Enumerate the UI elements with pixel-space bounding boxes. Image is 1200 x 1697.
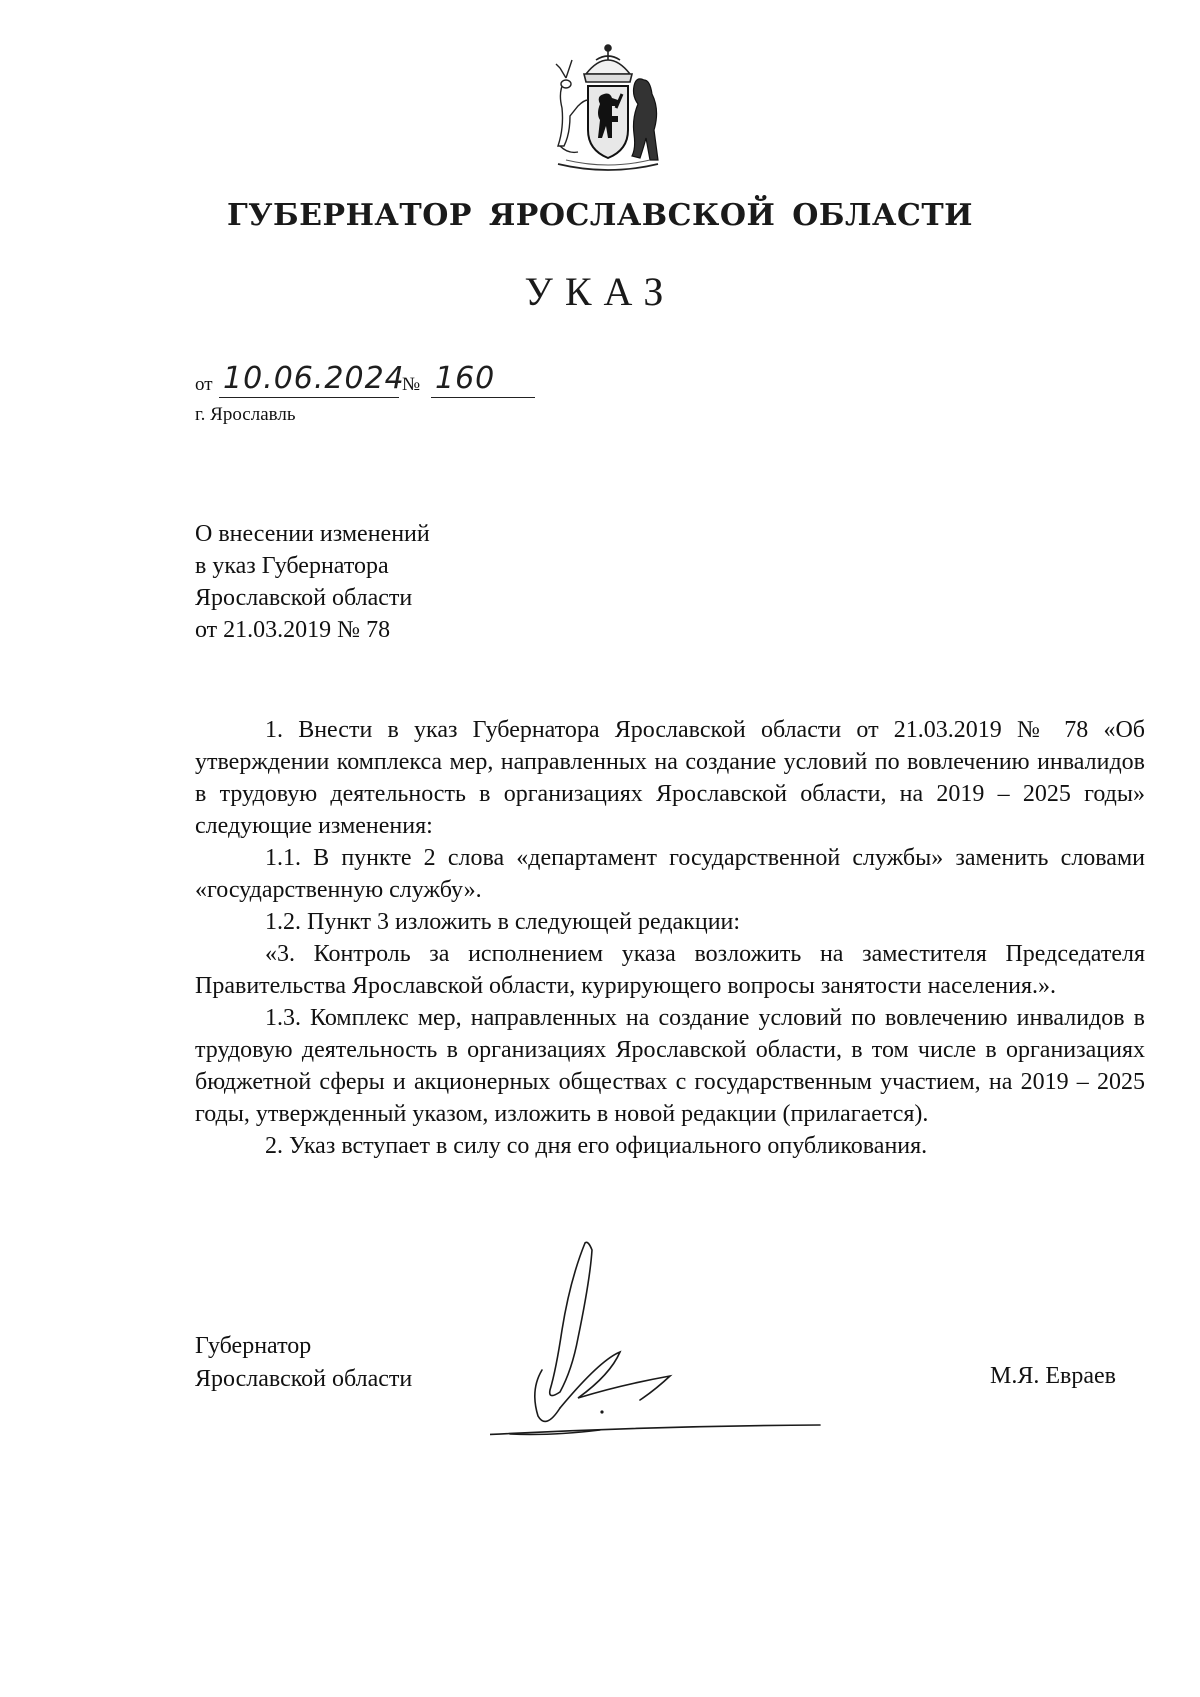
document-subject [195,518,595,646]
document-type-title: УКАЗ [524,269,676,314]
number-prefix: № [402,374,421,395]
subject-line: Ярославской области [195,585,413,611]
paragraph-quote-3: «3. Контроль за исполнением указа возложить на заместителя Председателя Правительства Ярославской области, курирующего вопросы занятости населения.». [195,941,1145,999]
paragraph-1: 1. Внести в указ Губернатора Ярославской области от 21.03.2019 № 78 «Об утверждении комплекса мер, направленных на создание условий по вовлечению инвалидов в трудовую деятельность в организациях Ярославской области, на 2019 – 2025 годы» следующие изменения: [195,717,1145,839]
subject-line: от 21.03.2019 № 78 [195,617,391,643]
paragraph-1-3: 1.3. Комплекс мер, направленных на создание условий по вовлечению инвалидов в трудовую деятельность в организациях Ярославской области, в том числе в организациях бюджетной сферы и акционерных обществах с государственным участием, на 2019 – 2025 годы, утвержденный указом, изложить в новой редакции (прилагается). [195,1005,1145,1127]
subject-line: О внесении изменений [195,521,430,547]
handwritten-number: 160 [435,361,496,396]
signatory-role-line: Ярославской области [195,1366,413,1392]
coat-of-arms-icon [538,38,678,178]
signatory-name: М.Я. Евраев [990,1363,1116,1389]
issuing-authority: ГУБЕРНАТОР ЯРОСЛАВСКОЙ ОБЛАСТИ [226,198,974,233]
paragraph-1-2: 1.2. Пункт 3 изложить в следующей редакции: [265,909,741,935]
signatory-role-line: Губернатор [195,1333,312,1359]
date-underline [219,397,399,398]
document-body [195,714,1145,1162]
date-prefix: от [195,374,213,395]
number-underline [431,397,535,398]
signatory-title [195,1330,412,1396]
paragraph-2: 2. Указ вступает в силу со дня его официального опубликования. [265,1133,928,1159]
handwritten-date: 10.06.2024 [223,361,405,396]
handwritten-signature [490,1240,910,1440]
issue-city: г. Ярославль [195,404,296,425]
registration-line [195,360,555,400]
paragraph-1-1: 1.1. В пункте 2 слова «департамент государственной службы» заменить словами «государственную службу». [195,845,1145,903]
subject-line: в указ Губернатора [195,553,389,579]
